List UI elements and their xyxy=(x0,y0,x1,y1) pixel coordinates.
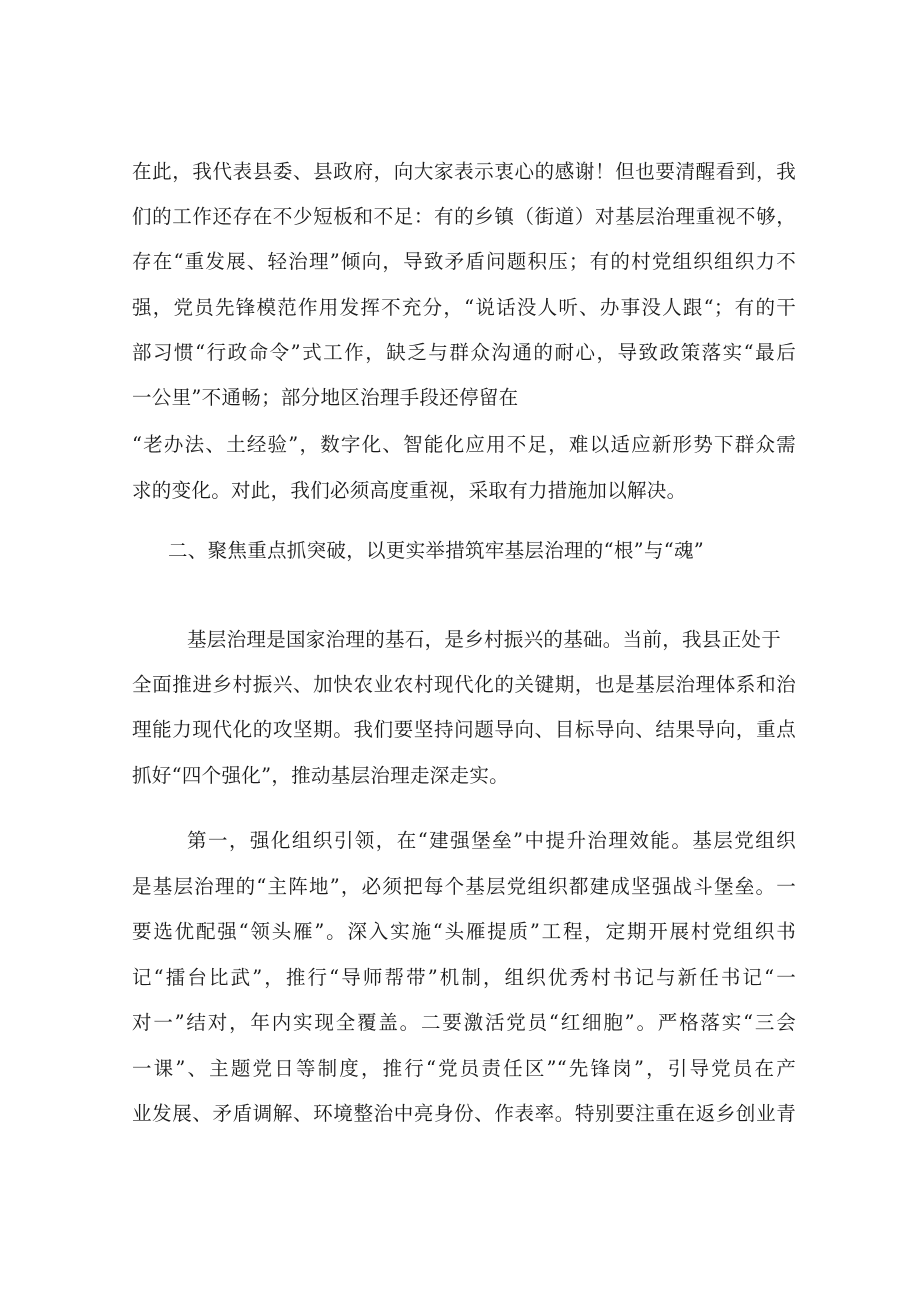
paragraph-line: 部习惯“行政命令”式工作，缺乏与群众沟通的耐心，导致政策落实“最后 xyxy=(132,341,796,364)
paragraph-line: 基层治理是国家治理的基石，是乡村振兴的基础。当前，我县正处于 xyxy=(187,628,782,651)
paragraph-line: 第一，强化组织引领，在“建强堡垒”中提升治理效能。基层党组织 xyxy=(187,829,796,852)
paragraph-line: 抓好“四个强化”，推动基层治理走深走实。 xyxy=(132,764,509,787)
paragraph-line: 强，党员先锋模范作用发挥不充分，“说话没人听、办事没人跟“；有的干 xyxy=(132,296,796,319)
paragraph-line: 对一”结对，年内实现全覆盖。二要激活党员“红细胞”。严格落实“三会 xyxy=(132,1011,796,1034)
paragraph-line: 们的工作还存在不少短板和不足：有的乡镇（街道）对基层治理重视不够， xyxy=(132,205,796,228)
paragraph-line: 在此，我代表县委、县政府，向大家表示衷心的感谢！但也要清醒看到，我 xyxy=(132,160,796,183)
paragraph-line: 要选优配强“领头雁”。深入实施“头雁提质”工程，定期开展村党组织书 xyxy=(132,920,796,943)
paragraph-line: 理能力现代化的攻坚期。我们要坚持问题导向、目标导向、结果导向，重点 xyxy=(132,718,796,741)
paragraph-line: 业发展、矛盾调解、环境整治中亮身份、作表率。特别要注重在返乡创业青 xyxy=(132,1102,796,1125)
paragraph-line: “老办法、土经验”，数字化、智能化应用不足，难以适应新形势下群众需 xyxy=(132,433,796,456)
paragraph-line: 是基层治理的“主阵地”，必须把每个基层党组织都建成坚强战斗堡垒。一 xyxy=(132,875,796,898)
paragraph-line: 全面推进乡村振兴、加快农业农村现代化的关键期，也是基层治理体系和治 xyxy=(132,673,796,696)
paragraph-line: 一课”、主题党日等制度，推行“党员责任区”“先锋岗”，引导党员在产 xyxy=(132,1057,796,1080)
paragraph-line: 一公里”不通畅；部分地区治理手段还停留在 xyxy=(132,386,519,409)
paragraph-line: 记“擂台比武”，推行“导师帮带”机制，组织优秀村书记与新任书记“一 xyxy=(132,966,796,989)
section-heading: 二、聚焦重点抓突破，以更实举措筑牢基层治理的“根”与“魂” xyxy=(168,539,705,562)
paragraph-line: 求的变化。对此，我们必须高度重视，采取有力措施加以解决。 xyxy=(132,479,687,502)
paragraph-line: 存在“重发展、轻治理”倾向，导致矛盾问题积压；有的村党组织组织力不 xyxy=(132,250,796,273)
